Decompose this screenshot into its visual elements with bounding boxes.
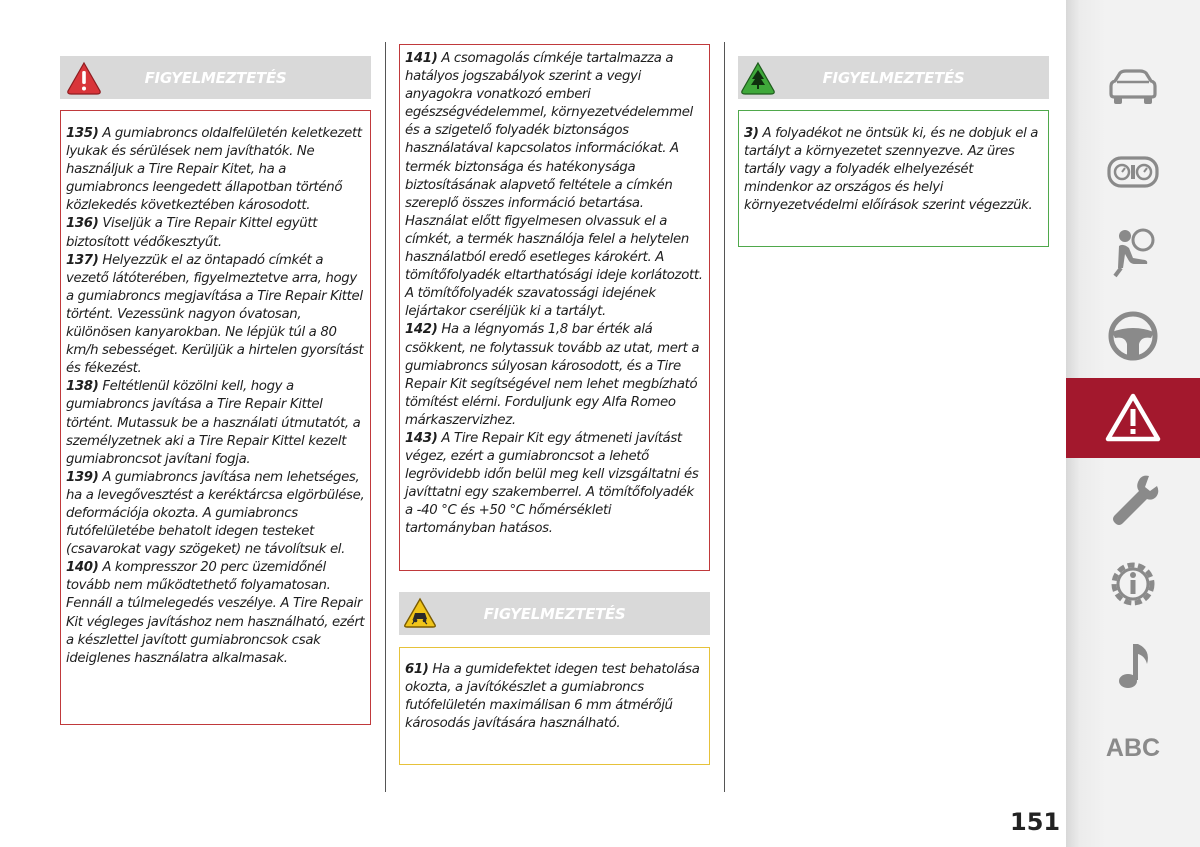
- warning-header-title: FIGYELMEZTETÉS: [144, 68, 287, 87]
- sidebar-item-dashboard[interactable]: [1066, 132, 1200, 212]
- sidebar-item-multimedia[interactable]: [1066, 626, 1200, 706]
- warning-item-136: 136) Viseljük a Tire Repair Kittel együtt biztosított védőkesztyűt.: [66, 216, 318, 250]
- environment-item-3: 3) A folyadékot ne öntsük ki, és ne dobjuk el a tartályt a környezetet szennyezve. Az üres tartály vagy a folyadék elhelyezését mindenkor az országos és helyi környezetvédelmi előírások szerint végezzük.: [744, 126, 1039, 214]
- steering-wheel-icon: [1105, 308, 1161, 364]
- caution-box-middle: [399, 647, 710, 765]
- environment-box-right: [738, 110, 1049, 247]
- column-divider-right: [724, 42, 725, 792]
- sidebar-item-technical-data[interactable]: [1066, 544, 1200, 624]
- warning-item-142: 142) Ha a légnyomás 1,8 bar érték alá csökkent, ne folytassuk tovább az utat, mert a gumiabroncs súlyosan károsodott, és a Tire Repair Kit segítségével nem lehet megbízható tömítést elérni. Forduljunk egy Alfa Romeo márkaszervizhez.: [405, 322, 700, 428]
- warning-item-135: 135) A gumiabroncs oldalfelületén keletkezett lyukak és sérülések nem javíthatók. Ne használjuk a Tire Repair Kitet, ha a gumiabroncs leengedett állapotban történő közlekedés következtében károsodott.: [66, 126, 362, 214]
- dashboard-gauges-icon: [1105, 152, 1161, 192]
- sidebar-item-car[interactable]: [1066, 48, 1200, 128]
- abc-index-label: ABC: [1105, 733, 1161, 762]
- car-icon: [1105, 68, 1161, 108]
- chapter-sidebar: [1066, 0, 1200, 847]
- sidebar-item-steering[interactable]: [1066, 296, 1200, 376]
- info-gear-icon: [1105, 556, 1161, 612]
- page-number: 151: [1010, 808, 1061, 836]
- sidebar-item-maintenance[interactable]: [1066, 460, 1200, 540]
- caution-header-middle: [399, 592, 710, 635]
- environment-header-title: FIGYELMEZTETÉS: [822, 68, 965, 87]
- sidebar-item-warnings[interactable]: [1066, 378, 1200, 458]
- caution-header-title: FIGYELMEZTETÉS: [483, 604, 626, 623]
- column-divider-left: [385, 42, 386, 792]
- warning-item-137: 137) Helyezzük el az öntapadó címkét a vezető látóterében, figyelmeztetve arra, hogy a gumiabroncs megjavítása a Tire Repair Kittel történt. Vezessünk nagyon óvatosan, különösen kanyarokban. Ne lépjük túl a 80 km/h sebességet. Kerüljük a hirtelen gyorsítást és fékezést.: [66, 252, 364, 377]
- wrench-icon: [1105, 470, 1161, 530]
- sidebar-item-index[interactable]: [1066, 708, 1200, 788]
- warning-item-141: 141) A csomagolás címkéje tartalmazza a hatályos jogszabályok szerint a vegyi anyagokra vonatkozó emberi egészségvédelemmel, környezetvédelemmel és a szigetelő folyadék biztonságos használatával kapcsolatos információkat. A termék biztonsága és hatékonysága biztosításának alapvető feltétele a címkén szereplő összes információ betartása. Használat előtt figyelmesen olvassuk el a címkét, a termék használója felel a helytelen használatból eredő esetleges károkért. A tömítőfolyadék eltarthatósági ideje korlátozott. A tömítőfolyadék szavatossági idejének lejártakor cseréljük ki a tartályt.: [405, 51, 703, 320]
- warning-triangle-icon: [1105, 392, 1161, 444]
- warning-item-139: 139) A gumiabroncs javítása nem lehetséges, ha a levegővesztést a keréktárcsa elgörbülése, deformációja okozta. A gumiabroncs futófelületébe behatolt idegen testeket (csavarokat vagy szögeket) ne távolítsuk el.: [66, 469, 365, 558]
- warning-box-left: [60, 110, 371, 725]
- caution-item-61: 61) Ha a gumidefektet idegen test behatolása okozta, a javítókészlet a gumiabroncs futófelületén maximálisan 6 mm átmérőjű károsodás javítására használható.: [405, 662, 700, 732]
- sidebar-item-safety[interactable]: [1066, 212, 1200, 292]
- warning-header-left: [60, 56, 371, 99]
- warning-item-140: 140) A kompresszor 20 perc üzemidőnél tovább nem működtethető folyamatosan. Fennáll a túlmelegedés veszélye. A Tire Repair Kit végleges javításhoz nem használható, ezért a készlettel javított gumiabroncsok csak ideiglenes használatra alkalmasak.: [66, 560, 365, 666]
- airbag-safety-icon: [1105, 224, 1161, 280]
- music-note-icon: [1105, 638, 1161, 694]
- warning-item-143: 143) A Tire Repair Kit egy átmeneti javítást végez, ezért a gumiabroncsot a lehető legrövidebb időn belül meg kell vizsgáltatni és javíttatni egy szakemberrel. A tömítőfolyadék a -40 °C és +50 °C hőmérsékleti tartományban hatásos.: [405, 430, 699, 537]
- warning-item-138: 138) Feltétlenül közölni kell, hogy a gumiabroncs javítása a Tire Repair Kittel történt. Mutassuk be a használati útmutatót, a személyzetnek aki a Tire Repair Kittel kezelt gumiabroncsot javítani fogja.: [66, 379, 361, 467]
- environment-header-right: [738, 56, 1049, 99]
- warning-box-middle: [399, 44, 710, 571]
